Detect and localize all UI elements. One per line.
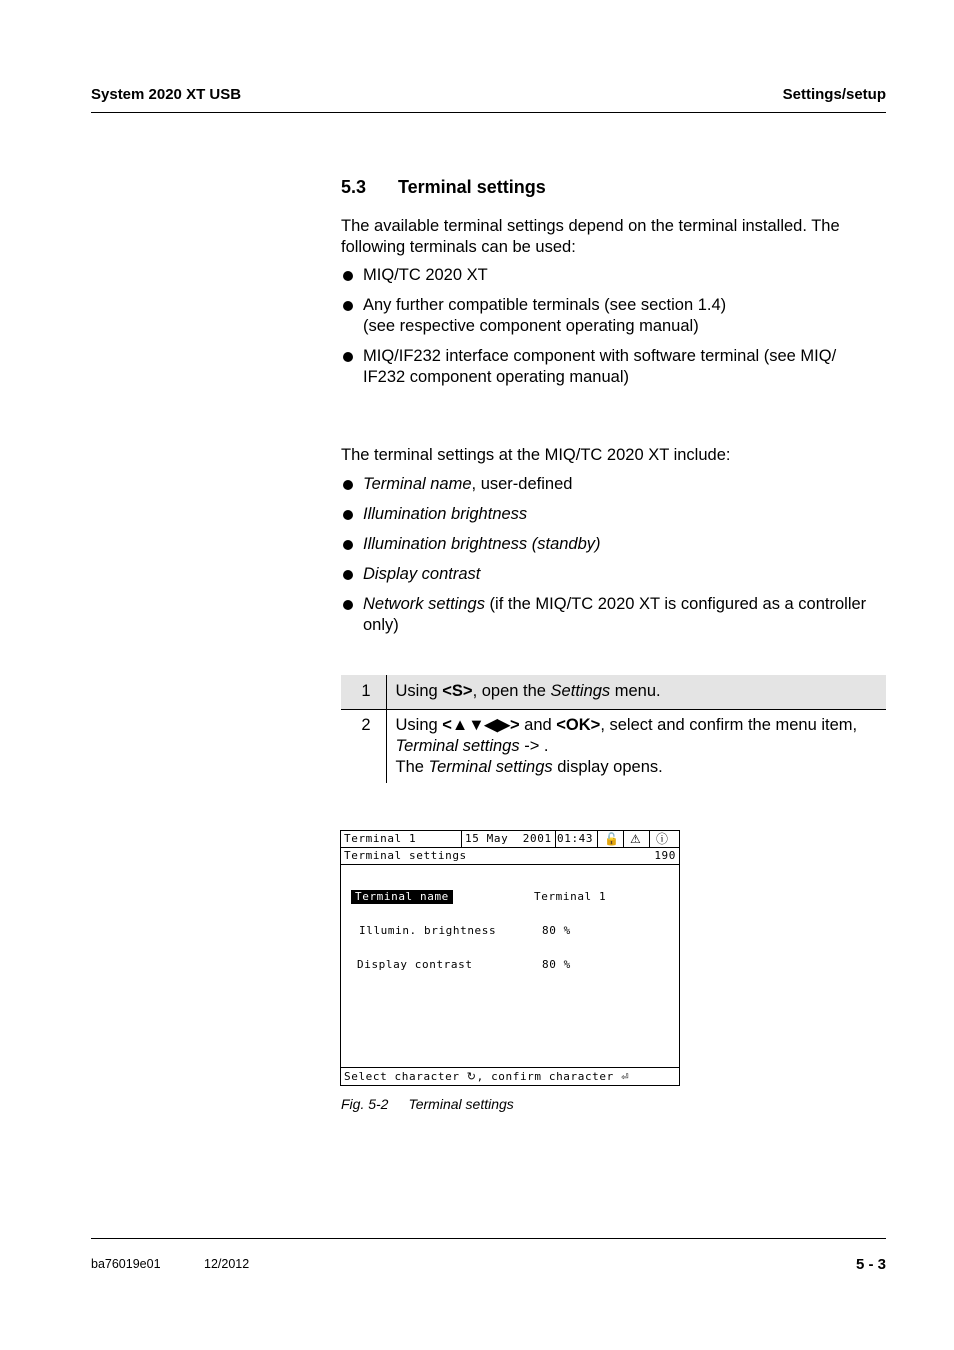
footer-date: 12/2012 — [204, 1257, 250, 1271]
display-row-value: 80 % — [542, 924, 571, 937]
step-text: Using <S>, open the Settings menu. — [386, 675, 886, 709]
display-divider — [623, 831, 624, 847]
footer-rule — [91, 1238, 886, 1239]
header-rule — [91, 112, 886, 113]
display-rule — [341, 864, 679, 865]
lock-icon: 🔓 — [604, 832, 620, 846]
step-number: 1 — [341, 675, 386, 709]
list-item: Network settings (if the MIQ/TC 2020 XT is configured as a controller only) — [341, 594, 886, 636]
display-row-label[interactable]: Illumin. brightness — [359, 924, 497, 937]
display-menu-code: 190 — [654, 849, 676, 862]
footer-doc-number: ba76019e01 — [91, 1257, 161, 1271]
list-item: MIQ/IF232 interface component with software terminal (see MIQ/ IF232 component operating manual) — [341, 346, 886, 388]
display-row-value: Terminal 1 — [534, 890, 607, 903]
section-number: 5.3 — [341, 177, 367, 197]
terminal-list — [341, 265, 886, 397]
display-rule — [341, 847, 679, 848]
display-rule — [341, 1067, 679, 1068]
display-row-label[interactable]: Display contrast — [357, 958, 473, 971]
section-title: Terminal settings — [398, 177, 546, 197]
display-footer: Select character ↻, confirm character ⏎ — [344, 1070, 630, 1083]
display-date: 15 May 2001 — [465, 832, 552, 845]
display-divider — [461, 831, 462, 847]
info-icon: ⓘ — [656, 832, 669, 846]
display-time: 01:43 — [557, 832, 594, 845]
steps-table — [341, 675, 886, 783]
display-divider — [649, 831, 650, 847]
running-header-section: Settings/setup — [782, 86, 886, 103]
list-item: Any further compatible terminals (see section 1.4) (see respective component operating manual) — [341, 295, 886, 337]
list-item: MIQ/TC 2020 XT — [341, 265, 886, 286]
display-row-label-selected[interactable]: Terminal name — [351, 890, 453, 904]
ok-icon: ⏎ — [621, 1073, 630, 1083]
running-header-title: System 2020 XT USB — [91, 86, 242, 103]
table-row — [341, 709, 886, 783]
list-item: Terminal name, user-defined — [341, 474, 886, 495]
figure-caption: Fig. 5-2 Terminal settings — [341, 1096, 514, 1112]
intro-paragraph: The available terminal settings depend on the terminal installed. The following terminals can be used: — [341, 217, 840, 256]
display-menu-title: Terminal settings — [344, 849, 467, 862]
display-terminal-name: Terminal 1 — [344, 832, 417, 845]
display-divider — [555, 831, 556, 847]
table-row — [341, 675, 886, 709]
list-item: Illumination brightness (standby) — [341, 534, 886, 555]
rotate-icon: ↻ — [466, 1070, 477, 1083]
display-row-value: 80 % — [542, 958, 571, 971]
list-item: Illumination brightness — [341, 504, 886, 525]
settings-list — [341, 474, 886, 645]
step-number: 2 — [341, 709, 386, 783]
terminal-display — [340, 830, 680, 1086]
warning-icon: ⚠ — [630, 832, 642, 846]
list-item: Display contrast — [341, 564, 886, 585]
step-text: Using <▲▼◀▶> and <OK>, select and confirm the menu item, Terminal settings -> . The Terminal settings display opens. — [395, 715, 858, 776]
display-divider — [597, 831, 598, 847]
page-number: 5 - 3 — [855, 1256, 886, 1273]
settings-intro: The terminal settings at the MIQ/TC 2020 XT include: — [341, 446, 731, 464]
